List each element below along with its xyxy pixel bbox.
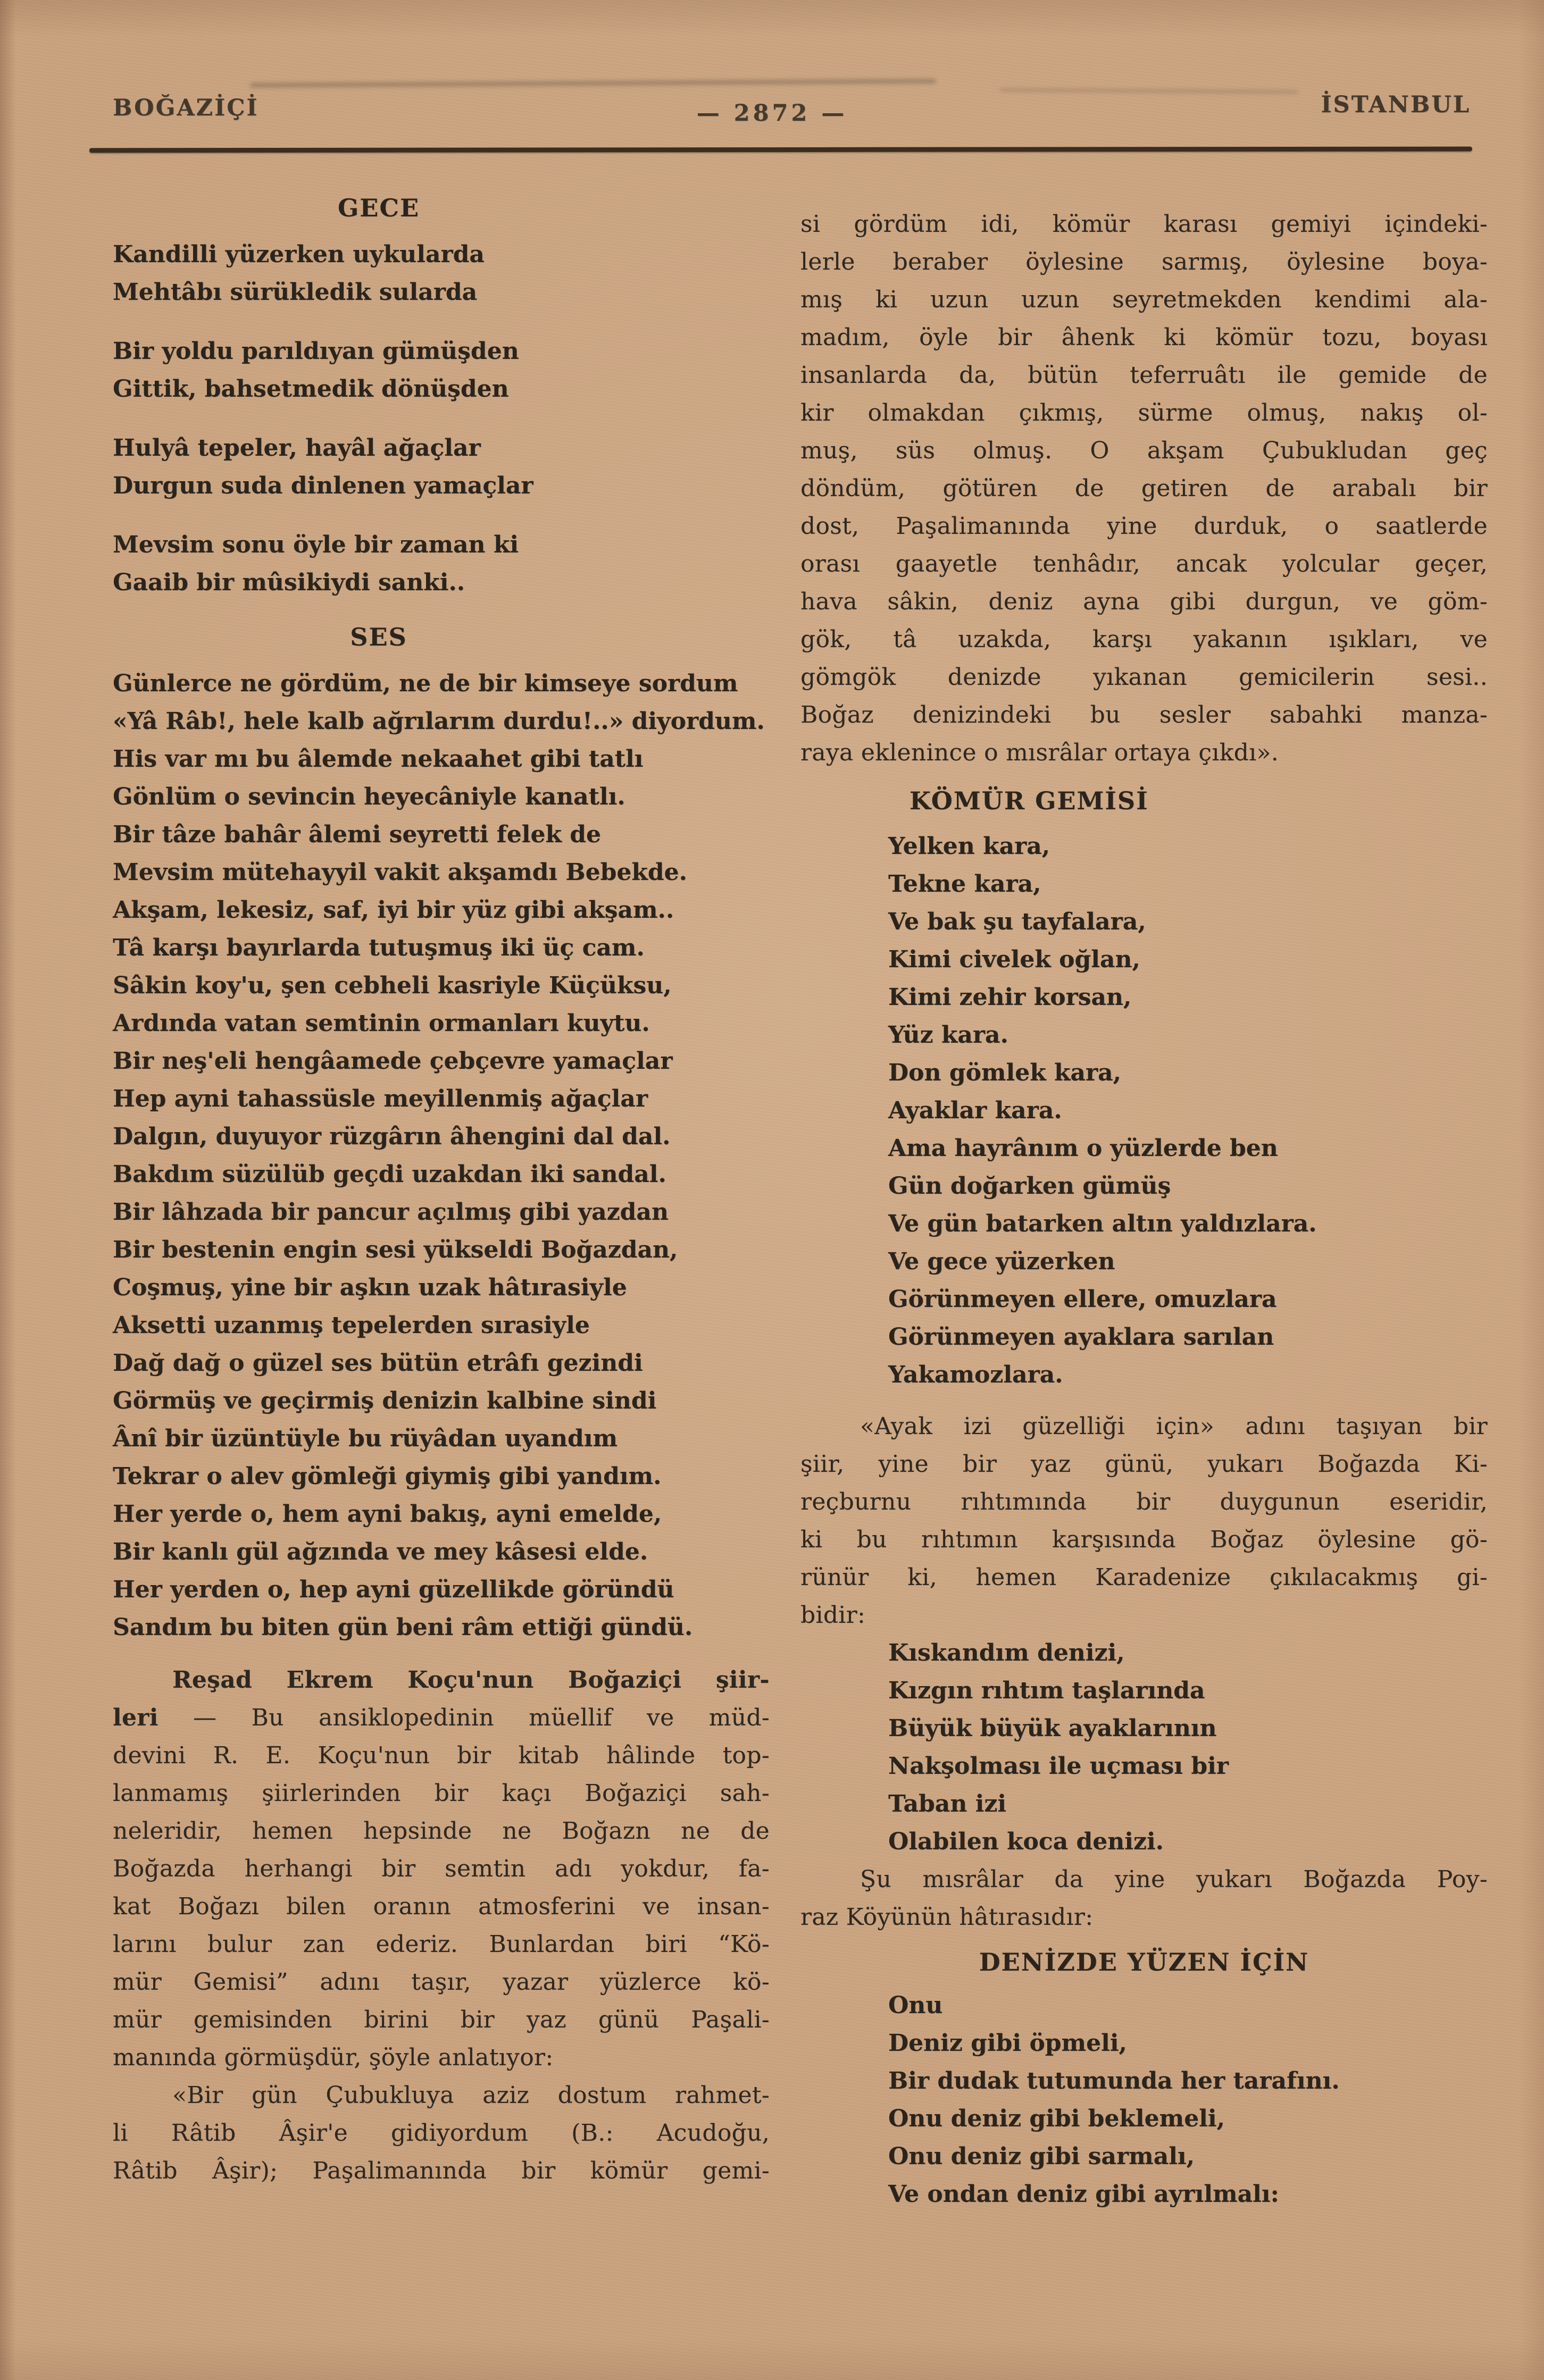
text-line: Nakşolması ile uçması bir	[888, 1753, 1229, 1780]
poem-denizde-yuzen-icin	[888, 1987, 1488, 2213]
poem-stanza	[113, 332, 770, 408]
text-line: Görünmeyen ayaklara sarılan	[888, 1323, 1274, 1351]
running-head	[0, 91, 1544, 129]
text-line: dost, Paşalimanında yine durduk, o saatlerde	[800, 513, 1488, 540]
text-line: Ve ondan deniz gibi ayrılmalı:	[888, 2181, 1279, 2208]
text-line: Bir lâhzada bir pancur açılmış gibi yazdan	[113, 1199, 669, 1226]
poem-stanza	[113, 429, 770, 505]
scan-smudge-mark	[250, 79, 936, 88]
text-line: Bir neş'eli hengâamede çebçevre yamaçlar	[113, 1047, 673, 1075]
text-line: reçburnu rıhtımında bir duygunun eseridir,	[800, 1488, 1488, 1515]
text-line: «Bir gün Çubukluya aziz dostum rahmet-	[172, 2082, 770, 2109]
text-line: Onu	[888, 1992, 943, 2019]
text-line: Gittik, bahsetmedik dönüşden	[113, 375, 509, 403]
text-line: Yüz kara.	[888, 1021, 1008, 1049]
poem-ses	[113, 665, 770, 1646]
text-line: His var mı bu âlemde nekaahet gibi tatlı	[113, 745, 644, 773]
text-line: Hulyâ tepeler, hayâl ağaçlar	[113, 434, 481, 462]
page-number: — 2872 —	[696, 100, 848, 127]
text-line: muş, süs olmuş. O akşam Çubukludan geç	[800, 437, 1488, 464]
text-line: Tâ karşı bayırlarda tutuşmuş iki üç cam.	[113, 934, 645, 961]
text-line: Mehtâbı sürükledik sularda	[113, 279, 478, 306]
text-line: şiir, yine bir yaz günü, yukarı Boğazda Ki-	[800, 1451, 1488, 1478]
bold-lead-text: leri	[113, 1704, 158, 1731]
text-line: Ayaklar kara.	[888, 1097, 1062, 1124]
text-line: Görünmeyen ellere, omuzlara	[888, 1286, 1277, 1313]
text-line: mış ki uzun uzun seyretmekden kendimi ala-	[800, 286, 1488, 313]
text-line: mür gemisinden birini bir yaz günü Paşali-	[113, 2006, 770, 2033]
text-line: manında görmüşdür, şöyle anlatıyor:	[113, 2044, 554, 2071]
poem-gece	[113, 236, 770, 601]
poem-komur-gemisi	[888, 827, 1488, 1394]
text-line: Gönlüm o sevincin heyecâniyle kanatlı.	[113, 783, 625, 810]
poem-kiskandim-denizi	[888, 1634, 1488, 1861]
text-line: si gördüm idi, kömür karası gemiyi içindeki-	[800, 211, 1488, 238]
paragraph-su-misralar	[800, 1861, 1488, 1936]
text-line: Hep ayni tahassüsle meyillenmiş ağaçlar	[113, 1085, 648, 1112]
text-line: Taban izi	[888, 1790, 1007, 1817]
text-line: Aksetti uzanmış tepelerden sırasiyle	[113, 1312, 590, 1339]
text-line: Sandım bu biten gün beni râm ettiği gündü.	[113, 1614, 693, 1641]
text-line: ki bu rıhtımın karşısında Boğaz öylesine gö-	[800, 1526, 1488, 1553]
paragraph-resad-ekrem-kocu	[113, 1661, 770, 2076]
text-line: Bir dudak tutumunda her tarafını.	[888, 2067, 1340, 2094]
text-line: Bir bestenin engin sesi yükseldi Boğazdan,	[113, 1236, 678, 1263]
text-line: kat Boğazı bilen oranın atmosferini ve insan-	[113, 1893, 770, 1920]
text-line: gömgök denizde yıkanan gemicilerin sesi..	[800, 664, 1488, 691]
text-line: döndüm, götüren de getiren de arabalı bir	[800, 475, 1488, 502]
text-line: Tekrar o alev gömleği giymiş gibi yandım.	[113, 1463, 662, 1490]
poem-stanza	[113, 236, 770, 311]
text-line: Gaaib bir mûsikiydi sanki..	[113, 569, 465, 596]
column-right	[800, 205, 1488, 2213]
text-line: bidir:	[800, 1602, 866, 1629]
paragraph-bir-gun-cubukluya	[113, 2076, 770, 2190]
text-line: Her yerden o, hep ayni güzellikde göründü	[113, 1576, 674, 1603]
text-line: devini R. E. Koçu'nun bir kitab hâlinde top-	[113, 1742, 770, 1769]
text-line: Onu deniz gibi sarmalı,	[888, 2143, 1195, 2170]
text-line: Yelken kara,	[888, 833, 1050, 860]
text-line: Coşmuş, yine bir aşkın uzak hâtırasiyle	[113, 1274, 627, 1301]
text-line: Ama hayrânım o yüzlerde ben	[888, 1135, 1278, 1162]
text-line: Kandilli yüzerken uykularda	[113, 241, 485, 268]
text-line: Mevsim sonu öyle bir zaman ki	[113, 531, 519, 558]
text-line: Kızgın rıhtım taşlarında	[888, 1677, 1205, 1704]
text-line: Deniz gibi öpmeli,	[888, 2030, 1127, 2057]
text-line: rünür ki, hemen Karadenize çıkılacakmış gi-	[800, 1564, 1488, 1591]
text-line: Boğazda herhangi bir semtin adı yokdur, fa-	[113, 1855, 770, 1882]
poem-title-denizde-yuzen-icin: DENİZDE YÜZEN İÇİN	[979, 1948, 1309, 1976]
text-line: neleridir, hemen hepsinde ne Boğazn ne de	[113, 1817, 770, 1845]
prose-continuation	[800, 205, 1488, 772]
text-line: Ânî bir üzüntüyle bu rüyâdan uyandım	[113, 1425, 618, 1452]
text-line: madım, öyle bir âhenk ki kömür tozu, boyası	[800, 324, 1488, 351]
poem-stanza	[113, 526, 770, 601]
text-line: kir olmakdan çıkmış, sürme olmuş, nakış ol-	[800, 399, 1488, 426]
text-line: Şu mısrâlar da yine yukarı Boğazda Poy-	[860, 1866, 1488, 1893]
text-line: mür Gemisi” adını taşır, yazar yüzlerce kö-	[113, 1968, 770, 1996]
text-line: li Râtib Âşir'e gidiyordum (B.: Acudoğu,	[113, 2119, 770, 2147]
running-head-article-title: BOĞAZİÇİ	[113, 95, 259, 121]
text-line: Gün doğarken gümüş	[888, 1172, 1171, 1200]
text-line: insanlarda da, bütün teferruâtı ile gemide de	[800, 362, 1488, 389]
text-line: lerle beraber öylesine sarmış, öylesine boya-	[800, 248, 1488, 275]
text-line: Râtib Âşir); Paşalimanında bir kömür gemi-	[113, 2157, 770, 2184]
text-line: Ve gün batarken altın yaldızlara.	[888, 1210, 1317, 1237]
text-line: orası gaayetle tenhâdır, ancak yolcular geçer,	[800, 550, 1488, 577]
text-line: gök, tâ uzakda, karşı yakanın ışıkları, ve	[800, 626, 1488, 653]
text-line: Dağ dağ o güzel ses bütün etrâfı gezindi	[113, 1350, 643, 1377]
text-line: raz Köyünün hâtırasıdır:	[800, 1904, 1094, 1931]
column-left	[113, 189, 770, 2190]
poem-title-komur-gemisi: KÖMÜR GEMİSİ	[909, 786, 1149, 815]
text-line: Durgun suda dinlenen yamaçlar	[113, 472, 533, 499]
text-line: Mevsim mütehayyil vakit akşamdı Bebekde.	[113, 859, 687, 886]
text-line: Onu deniz gibi beklemeli,	[888, 2105, 1225, 2132]
running-head-volume-title: İSTANBUL	[1321, 91, 1471, 118]
poem-title-gece: GECE	[337, 194, 420, 222]
text-line: Bir tâze bahâr âlemi seyretti felek de	[113, 821, 602, 848]
text-line: Olabilen koca denizi.	[888, 1828, 1164, 1855]
poem-title-ses: SES	[350, 623, 407, 651]
text-line: Kıskandım denizi,	[888, 1639, 1125, 1666]
text-line: hava sâkin, deniz ayna gibi durgun, ve göm-	[800, 588, 1488, 615]
text-line: Dalgın, duyuyor rüzgârın âhengini dal dal.	[113, 1123, 671, 1150]
text-line: Boğaz denizindeki bu sesler sabahki manza-	[800, 701, 1488, 728]
text-line: Her yerde o, hem ayni bakış, ayni emelde,	[113, 1501, 662, 1528]
text-line: Tekne kara,	[888, 870, 1041, 898]
text-line: Sâkin koy'u, şen cebheli kasriyle Küçüksu,	[113, 972, 672, 999]
text-line: Ve bak şu tayfalara,	[888, 908, 1146, 935]
text-line: Akşam, lekesiz, saf, iyi bir yüz gibi akşam..	[113, 896, 674, 924]
text-line: Kimi civelek oğlan,	[888, 946, 1140, 973]
text-line: Ve gece yüzerken	[888, 1248, 1115, 1275]
text-line: Don gömlek kara,	[888, 1059, 1122, 1086]
header-divider-rule	[89, 147, 1472, 153]
text-line: Ardında vatan semtinin ormanları kuytu.	[113, 1010, 650, 1037]
text-line: Günlerce ne gördüm, ne de bir kimseye sordum	[113, 670, 738, 697]
text-line: Bir kanlı gül ağzında ve mey kâsesi elde.	[113, 1538, 648, 1565]
text-line: Görmüş ve geçirmiş denizin kalbine sindi	[113, 1387, 657, 1414]
text-line: raya eklenince o mısrâlar ortaya çıkdı».	[800, 739, 1279, 766]
text-line: larını bulur zan ederiz. Bunlardan biri “Kö-	[113, 1931, 770, 1958]
text-line: Büyük büyük ayaklarının	[888, 1715, 1217, 1742]
text-line	[113, 1661, 770, 1699]
text-line: Kimi zehir korsan,	[888, 984, 1132, 1011]
paragraph-ayak-izi	[800, 1407, 1488, 1634]
text-line: «Ayak izi güzelliği için» adını taşıyan bir	[860, 1413, 1488, 1440]
text-line: leri — Bu ansiklopedinin müellif ve müd-	[113, 1704, 770, 1731]
text-line: Yakamozlara.	[888, 1361, 1063, 1388]
text-line: «Yâ Râb!, hele kalb ağrılarım durdu!..» diyordum.	[113, 708, 765, 735]
text-line: lanmamış şiirlerinden bir kaçı Boğaziçi sah-	[113, 1780, 770, 1807]
bold-lead-text: Reşad Ekrem Koçu'nun Boğaziçi şiir-	[172, 1666, 770, 1694]
text-line: Bir yoldu parıldıyan gümüşden	[113, 338, 519, 365]
text-line: Bakdım süzülüb geçdi uzakdan iki sandal.	[113, 1161, 666, 1188]
